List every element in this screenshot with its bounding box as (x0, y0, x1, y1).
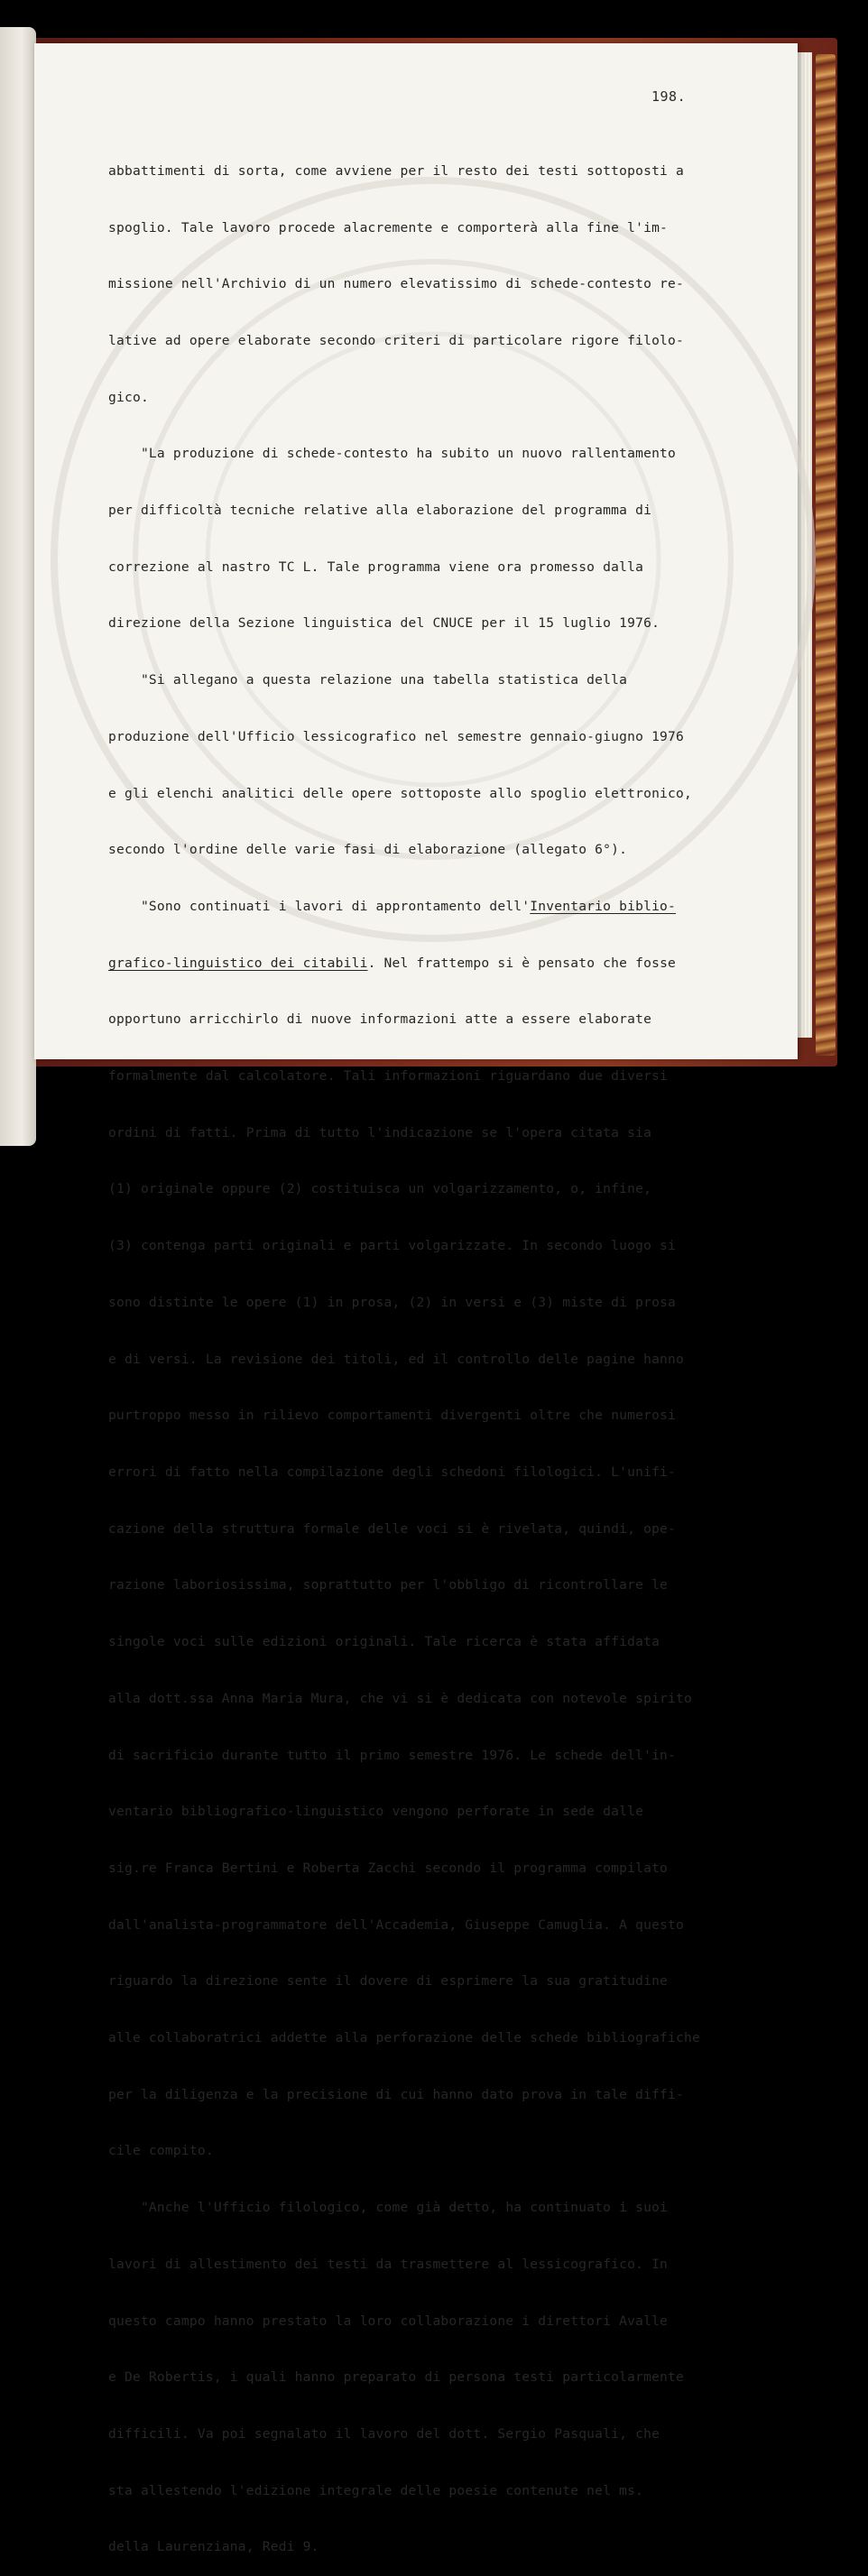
text-line: sono distinte le opere (1) in prosa, (2) in versi e (3) miste di prosa (108, 1294, 677, 1310)
text-line: lative ad opere elaborate secondo criteri di particolare rigore filolo- (108, 332, 685, 348)
text-line: sig.re Franca Bertini e Roberta Zacchi secondo il programma compilato (108, 1860, 669, 1876)
text-line: della Laurenziana, Redi 9. (108, 2539, 319, 2555)
left-page-edge (0, 27, 36, 1146)
text-line: riguardo la direzione sente il dovere di esprimere la sua gratitudine (108, 1973, 669, 1990)
body-text (108, 125, 722, 2576)
text-line: questo campo hanno prestato la loro collaborazione i direttori Avalle (108, 2313, 669, 2329)
text-line: e De Robertis, i quali hanno preparato di persona testi particolarmente (108, 2369, 685, 2386)
text-line-with-title (108, 955, 722, 974)
text-line: abbattimenti di sorta, come avviene per il resto dei testi sottoposti a (108, 162, 685, 179)
text-line: e gli elenchi analitici delle opere sottoposte allo spoglio elettronico, (108, 785, 693, 801)
text-line: "Si allegano a questa relazione una tabella statistica della (108, 672, 628, 688)
text-line: correzione al nastro TC L. Tale programma viene ora promesso dalla (108, 559, 644, 575)
text-line: cile compito. (108, 2143, 214, 2159)
text-line: spoglio. Tale lavoro procede alacremente e comporterà alla fine l'im- (108, 219, 669, 235)
text-line: direzione della Sezione linguistica del CNUCE per il 15 luglio 1976. (108, 615, 660, 632)
text-line: secondo l'ordine delle varie fasi di elaborazione (allegato 6°). (108, 842, 628, 858)
text-line: dall'analista-programmatore dell'Accademia, Giuseppe Camuglia. A questo (108, 1916, 685, 1933)
text-line: razione laboriosissima, soprattutto per l'obbligo di ricontrollare le (108, 1577, 669, 1593)
text-line: (3) contenga parti originali e parti volgarizzate. In secondo luogo si (108, 1238, 677, 1254)
text-line: opportuno arricchirlo di nuove informazioni atte a essere elaborate (108, 1011, 652, 1028)
text-line: alle collaboratrici addette alla perforazione delle schede bibliografiche (108, 2030, 700, 2046)
page-number: 198. (651, 88, 687, 105)
text-line: ordini di fatti. Prima di tutto l'indicazione se l'opera citata sia (108, 1124, 652, 1140)
marbled-page-edge (816, 54, 836, 1056)
text-line: cazione della struttura formale delle voci si è rivelata, quindi, ope- (108, 1520, 677, 1537)
text-line: sta allestendo l'edizione integrale delle poesie contenute nel ms. (108, 2482, 644, 2498)
text-line: produzione dell'Ufficio lessicografico nel semestre gennaio-giugno 1976 (108, 728, 685, 744)
text-line: per difficoltà tecniche relative alla elaborazione del programma di (108, 503, 652, 519)
text-line: gico. (108, 389, 149, 405)
text-line-with-title (108, 898, 722, 917)
text-line: "La produzione di schede-contesto ha subito un nuovo rallentamento (108, 446, 677, 462)
text-line: singole voci sulle edizioni originali. Tale ricerca è stata affidata (108, 1634, 660, 1650)
text-line: ventario bibliografico-linguistico vengono perforate in sede dalle (108, 1804, 644, 1820)
text-line: (1) originale oppure (2) costituisca un volgarizzamento, o, infine, (108, 1181, 652, 1197)
text-segment: "Sono continuati i lavori di approntamento dell' (108, 898, 531, 914)
text-line: formalmente dal calcolatore. Tali informazioni riguardano due diversi (108, 1068, 669, 1085)
text-line: e di versi. La revisione dei titoli, ed il controllo delle pagine hanno (108, 1351, 685, 1367)
text-segment: . Nel frattempo si è pensato che fosse (367, 955, 677, 971)
text-line: per la diligenza e la precisione di cui hanno dato prova in tale diffi- (108, 2086, 685, 2102)
text-line: difficili. Va poi segnalato il lavoro del dott. Sergio Pasquali, che (108, 2425, 660, 2442)
underlined-title: Inventario biblio- (530, 898, 677, 914)
text-line: lavori di allestimento dei testi da trasmettere al lessicografico. In (108, 2256, 669, 2272)
underlined-title: grafico-linguistico dei citabili (108, 955, 368, 971)
text-line: missione nell'Archivio di un numero elevatissimo di schede-contesto re- (108, 276, 685, 292)
text-line: purtroppo messo in rilievo comportamenti divergenti oltre che numerosi (108, 1408, 677, 1424)
text-line: errori di fatto nella compilazione degli schedoni filologici. L'unifi- (108, 1463, 677, 1480)
text-line: "Anche l'Ufficio filologico, come già detto, ha continuato i suoi (108, 2200, 669, 2216)
text-line: di sacrificio durante tutto il primo semestre 1976. Le schede dell'in- (108, 1747, 677, 1763)
text-line: alla dott.ssa Anna Maria Mura, che vi si è dedicata con notevole spirito (108, 1690, 693, 1706)
